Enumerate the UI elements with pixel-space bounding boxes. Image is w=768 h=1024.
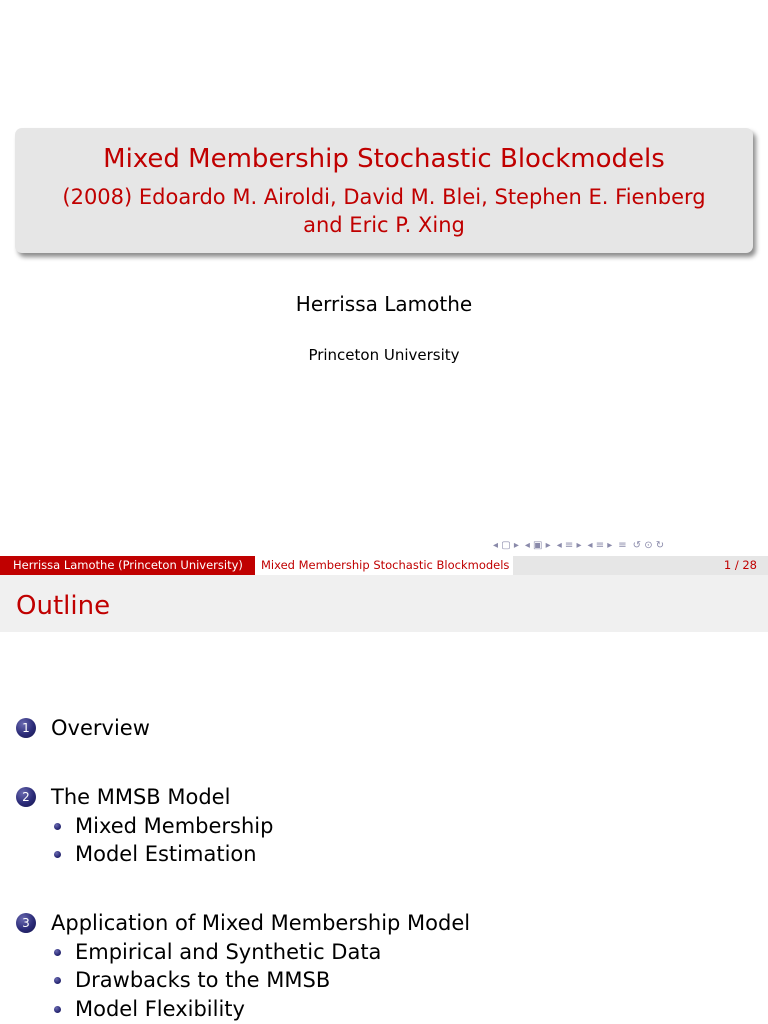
presentation-subtitle: (2008) Edoardo M. Airoldi, David M. Blei, Stephen E. Fienberg and Eric P. Xing (62, 185, 706, 237)
outline-section-1[interactable] (16, 716, 150, 740)
bullet-icon (54, 851, 61, 858)
section-label: The MMSB Model (51, 785, 231, 809)
subsection-label: Empirical and Synthetic Data (75, 940, 382, 964)
presentation-title: Mixed Membership Stochastic Blockmodels (103, 144, 665, 174)
outline-section-3[interactable] (16, 911, 470, 935)
footline (0, 556, 768, 575)
footer-page-number: 1 / 28 (513, 556, 768, 575)
nav-section-icon[interactable]: ◂ ≡ ▸ (556, 539, 582, 551)
subsection-label: Drawbacks to the MMSB (75, 968, 331, 992)
outline-subsection[interactable] (54, 940, 381, 964)
subsection-label: Model Flexibility (75, 997, 245, 1021)
institute-name: Princeton University (308, 346, 460, 364)
nav-subsection-icon[interactable]: ◂ ▣ ▸ (524, 539, 551, 551)
section-number-ball: 2 (16, 787, 36, 807)
author-name: Herrissa Lamothe (295, 292, 473, 316)
nav-back-icon[interactable]: ≡ (618, 539, 627, 551)
nav-frame-icon[interactable]: ◂ ▢ ▸ (493, 539, 519, 551)
subsection-label: Model Estimation (75, 842, 257, 866)
section-label: Application of Mixed Membership Model (51, 911, 471, 935)
frame-title: Outline (0, 575, 768, 632)
beamer-navigation-bar (493, 538, 763, 552)
nav-document-icon[interactable]: ◂ ≡ ▸ (587, 539, 613, 551)
bullet-icon (54, 1006, 61, 1013)
footer-title: Mixed Membership Stochastic Blockmodels (255, 556, 513, 575)
bullet-icon (54, 823, 61, 830)
outline-subsection[interactable] (54, 814, 273, 838)
footer-author: Herrissa Lamothe (Princeton University) (0, 556, 255, 575)
outline-subsection[interactable] (54, 842, 257, 866)
outline-subsection[interactable] (54, 968, 330, 992)
outline-section-2[interactable] (16, 785, 230, 809)
section-number-ball: 1 (16, 718, 36, 738)
bullet-icon (54, 977, 61, 984)
title-block (15, 128, 753, 253)
section-label: Overview (51, 716, 150, 740)
nav-search-icon[interactable]: ↺ ⊙ ↻ (632, 539, 665, 551)
bullet-icon (54, 949, 61, 956)
outline-subsection[interactable] (54, 997, 245, 1021)
section-number-ball: 3 (16, 913, 36, 933)
subsection-label: Mixed Membership (75, 814, 274, 838)
